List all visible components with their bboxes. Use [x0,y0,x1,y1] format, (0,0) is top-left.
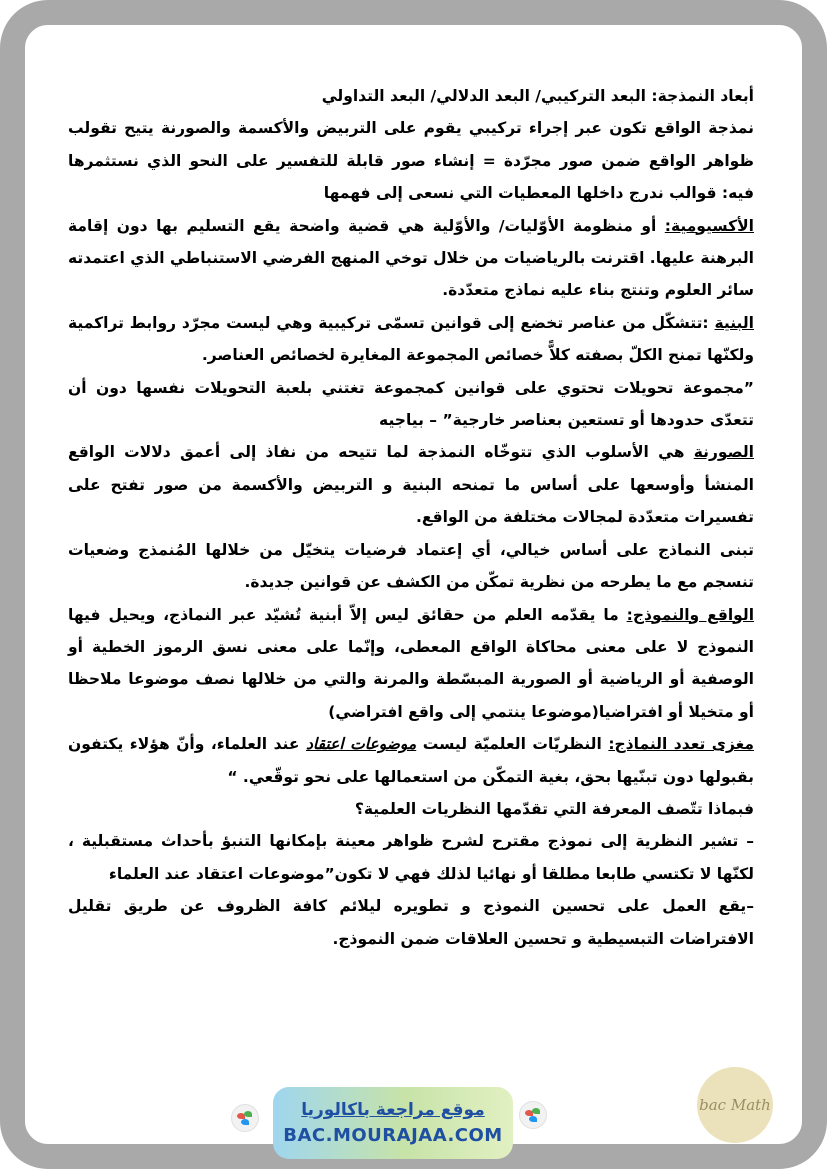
site-name-arabic[interactable]: موقع مراجعة باكالوريا [301,1100,485,1120]
term-structure: البنية [714,313,754,332]
paragraph-imaginary-basis: تبنى النماذج على أساس خيالي، أي إعتماد فرضيات يتخيّل من خلالها المُنمذج وضعيات تنسجم مع ما يطرحه من نظرية تمكّن من الكشف عن قوانين جديدة. [68,540,754,592]
term-formalization: الصورنة [693,443,754,462]
site-url[interactable]: BAC.MOURAJAA.COM [283,1125,503,1146]
paragraph-reality-model: الواقع والنموذج: ما يقدّمه العلم من حقائق ليس إلاّ أبنية تُشيّد عبر النماذج، ويحيل فيها النموذج لا على معنى محاكاة الواقع المعطى، وإنّما على معنى نسق الرموز الخطية أو الوصفية أو الرياضية أو الصورية المبسّطة والمرنة والتي من خلالها نصف موضوعا ملاحظا أو متخيلا أو افتراضيا(موضوعا ينتمي إلى واقع افتراضي) [68,605,755,721]
paragraph-piaget-quote: ”مجموعة تحويلات تحتوي على قوانين كمجموعة تغتني بلعبة التحويلات نفسها دون أن تتعدّى حدودها أو تستعين بعناصر خارجية” – بياجيه [68,378,754,430]
paragraph-improvement-point: –يقع العمل على تحسين النموذج و تطويره ليلائم كافة الظروف عن طريق تقليل الافتراضات التبسيطية و تحسين العلاقات ضمن النموذج. [68,897,754,948]
term-axiomatic: الأكسيومية: [664,216,754,235]
term-multiple-models: مغزى تعدد النماذج: [608,735,754,754]
document-body [68,80,754,955]
term-belief-objects: موضوعات اعتقاد [305,735,417,754]
site-banner[interactable] [273,1087,513,1159]
paragraph-multiple-models: مغزى تعدد النماذج: النظريّات العلميّة ليست موضوعات اعتقاد عند العلماء، وأنّ هؤلاء يكتفون بقبولها دون تبنّيها بحق، بغية التمكّن من استعمالها على نحو توقّعي. “ [68,735,754,786]
paragraph-axiomatic: الأكسيومية: أو منظومة الأوّليات/ والأوّلية هي قضية واضحة يقع التسليم بها دون إقامة البرهنة عليها. اقترنت بالرياضيات من خلال توخي المنهج الفرضي الاستنباطي الذي اعتمدته سائر العلوم وتنتج بناء عليه نماذج متعدّدة. [68,216,754,300]
bac-math-logo: bac Math [697,1067,773,1143]
paragraph-question: فبماذا تتّصف المعرفة التي تقدّمها النظريات العلمية؟ [354,799,754,818]
term-reality-model: الواقع والنموذج: [626,605,755,624]
paragraph-structure: البنية :تتشكّل من عناصر تخضع إلى قوانين تسمّى تركيبية وهي ليست مجرّد روابط تراكمية ولكنّها تمنح الكلّ بصفته كلاًّ خصائص المجموعة المغايرة لخصائص العناصر. [68,313,754,365]
paragraph-modeling: نمذجة الواقع تكون عبر إجراء تركيبي يقوم على التربيض والأكسمة والصورنة يتيح تقولب ظواهر الواقع ضمن صور مجرّدة = إنشاء صور قابلة للتفسير على النحو الذي نستثمرها فيه: قوالب ندرج داخلها المعطيات التي نسعى إلى فهمها [68,119,754,203]
paragraph-theory-point: – تشير النظرية إلى نموذج مقترح لشرح ظواهر معينة بإمكانها التنبؤ بأحداث مستقبلية ، لكنّها لا تكتسي طابعا مطلقا أو نهائيا لذلك فهي لا تكون”موضوعات اعتقاد عند العلماء [68,832,754,883]
book-logo-icon [519,1101,547,1129]
book-logo-icon [231,1104,259,1132]
paragraph-dimensions: أبعاد النمذجة: البعد التركيبي/ البعد الدلالي/ البعد التداولي [321,87,754,105]
paragraph-formalization: الصورنة هي الأسلوب الذي تتوخّاه النمذجة لما تتيحه من نفاذ إلى أعمق دلالات الواقع المنشأ وأوسعها على أساس ما تمنحه البنية و التربيض والأكسمة من صور تفتح على تفسيرات متعدّدة لمجالات مختلفة من الواقع. [68,443,754,527]
